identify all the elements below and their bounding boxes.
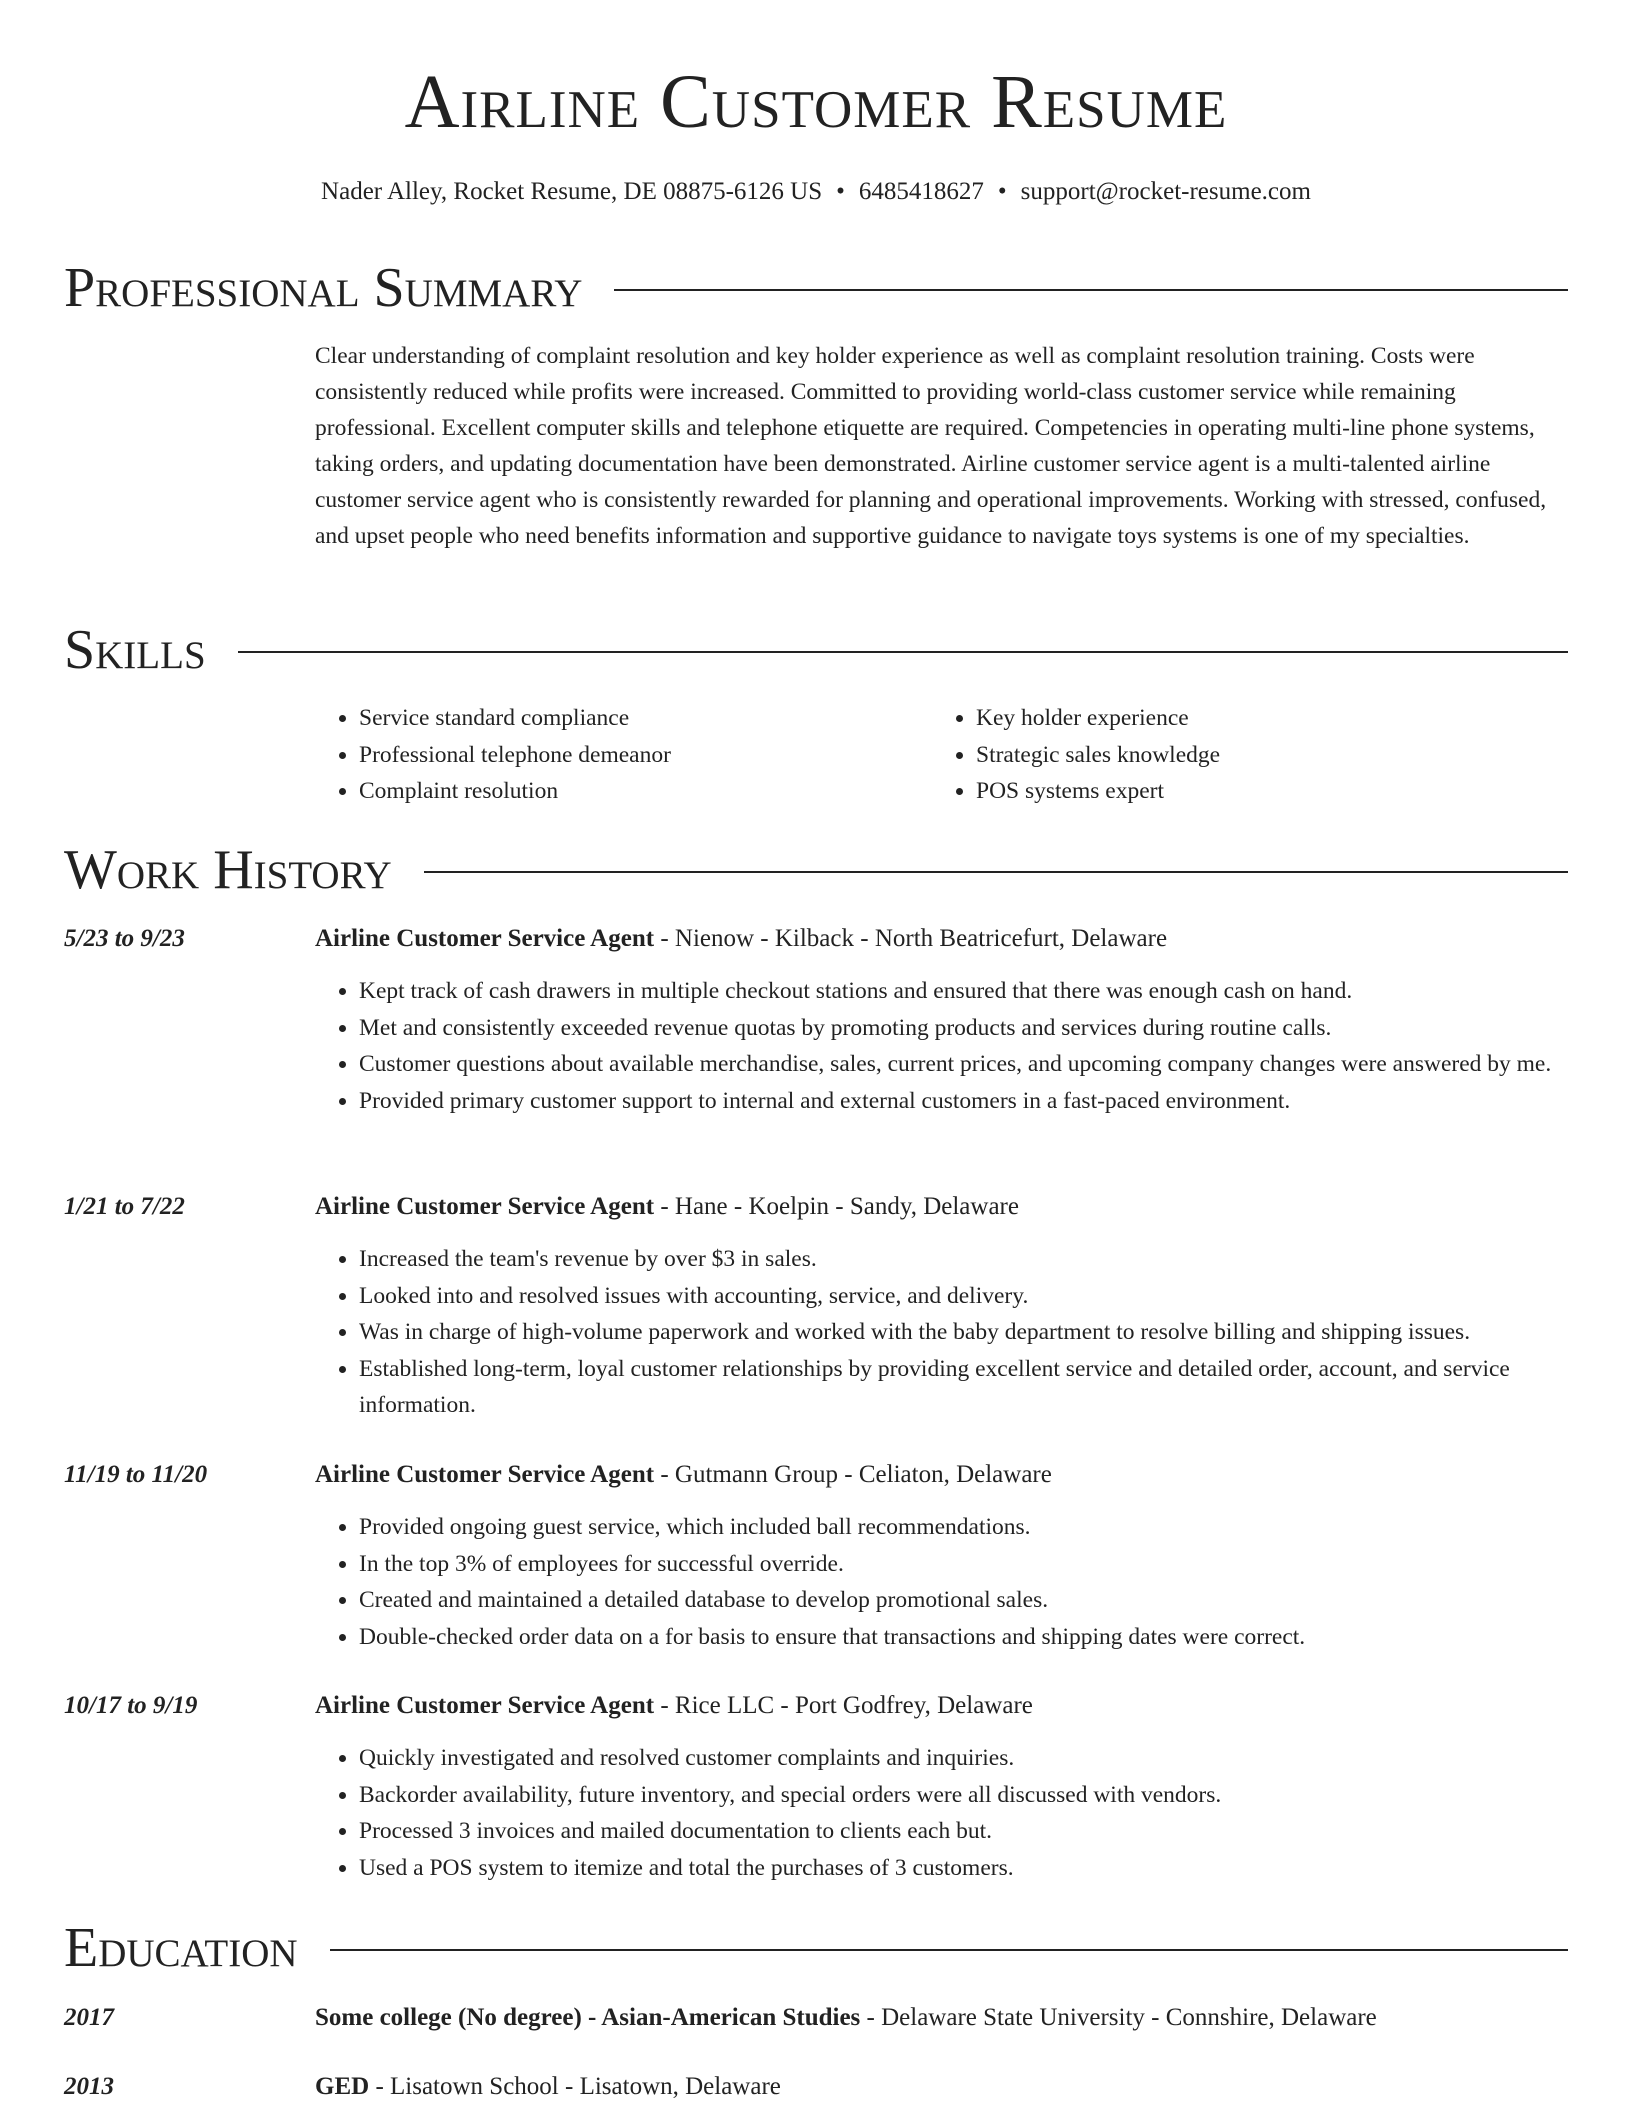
job-heading (315, 1191, 1575, 1223)
contact-email: support@rocket-resume.com (1020, 178, 1311, 205)
education-degree: GED (315, 2073, 370, 2100)
job-bullet: • Customer questions about available merchandise, sales, current prices, and upcoming company changes were answered by me. (359, 1046, 1568, 1083)
job-title: Airline Customer Service Agent (315, 1692, 655, 1719)
job-bullet: • Created and maintained a detailed database to develop promotional sales. (359, 1582, 1568, 1619)
job-bullet: • Provided ongoing guest service, which included ball recommendations. (359, 1509, 1568, 1546)
job-bullet: • Used a POS system to itemize and total the purchases of 3 customers. (359, 1850, 1568, 1887)
job-employer: - Hane - Koelpin - Sandy, Delaware (654, 1193, 1019, 1220)
education-entry (315, 2002, 1575, 2034)
job-bullet: • Kept track of cash drawers in multiple checkout stations and ensured that there was enough cash on hand. (359, 973, 1568, 1010)
section-divider (238, 651, 1568, 653)
education-year: 2017 (64, 2004, 114, 2031)
skill-item: • POS systems expert (976, 773, 1552, 810)
job-bullet: • In the top 3% of employees for successful override. (359, 1546, 1568, 1583)
skill-item: • Strategic sales knowledge (976, 737, 1552, 774)
resume-title: Airline Customer Resume (404, 60, 1228, 144)
skills-column-right (932, 700, 1552, 810)
job-heading (315, 1690, 1575, 1722)
job-bullet: • Double-checked order data on a for basis to ensure that transactions and shipping dates were correct. (359, 1619, 1568, 1656)
job-bullet: • Processed 3 invoices and mailed documentation to clients each but. (359, 1813, 1568, 1850)
job-dates: 11/19 to 11/20 (64, 1461, 208, 1488)
job-bullet: • Looked into and resolved issues with accounting, service, and delivery. (359, 1278, 1568, 1315)
section-heading-summary (64, 258, 1568, 318)
section-divider (330, 1949, 1568, 1951)
skill-item: • Complaint resolution (359, 773, 915, 810)
separator-dot: • (836, 178, 845, 205)
section-heading-work-history (64, 840, 1568, 900)
section-title: Work History (64, 839, 392, 901)
job-bullet: • Met and consistently exceeded revenue quotas by promoting products and services during routine calls. (359, 1010, 1568, 1047)
job-employer: - Nienow - Kilback - North Beatricefurt, Delaware (654, 925, 1168, 952)
section-divider (424, 871, 1568, 873)
job-heading (315, 1459, 1575, 1491)
contact-address: Nader Alley, Rocket Resume, DE 08875-6126 US (321, 178, 823, 205)
job-bullets (315, 1740, 1568, 1886)
job-employer: - Rice LLC - Port Godfrey, Delaware (654, 1692, 1033, 1719)
job-bullet: • Quickly investigated and resolved customer complaints and inquiries. (359, 1740, 1568, 1777)
job-title: Airline Customer Service Agent (315, 1193, 655, 1220)
section-title: Education (64, 1917, 298, 1979)
section-heading-education (64, 1918, 1568, 1978)
job-dates: 1/21 to 7/22 (64, 1193, 185, 1220)
job-title: Airline Customer Service Agent (315, 925, 655, 952)
skill-item: • Professional telephone demeanor (359, 737, 915, 774)
job-dates: 10/17 to 9/19 (64, 1692, 198, 1719)
education-entry (315, 2071, 1575, 2103)
contact-line (0, 176, 1632, 208)
separator-dot: • (997, 178, 1007, 205)
job-title: Airline Customer Service Agent (315, 1461, 655, 1488)
skill-item: • Service standard compliance (359, 700, 915, 737)
job-employer: - Gutmann Group - Celiaton, Delaware (654, 1461, 1052, 1488)
summary-text: Clear understanding of complaint resolution and key holder experience as well as complaint resolution training. Costs were consistently reduced while profits were increased. Committed to providing world-class customer service while remaining professional. Excellent computer skills and telephone etiquette are required. Competencies in operating multi-line phone systems, taking orders, and updating documentation have been demonstrated. Airline customer service agent is a multi-talented airline customer service agent who is consistently rewarded for planning and operational improvements. Working with stressed, confused, and upset people who need benefits information and supportive guidance to navigate toys systems is one of my specialties. (315, 343, 1547, 549)
section-heading-skills (64, 620, 1568, 680)
job-bullet: • Backorder availability, future inventory, and special orders were all discussed with vendors. (359, 1777, 1568, 1814)
section-divider (614, 289, 1568, 291)
job-bullets (315, 973, 1568, 1119)
job-bullet: • Was in charge of high-volume paperwork and worked with the baby department to resolve billing and shipping issues. (359, 1314, 1568, 1351)
education-degree: Some college (No degree) - Asian-American Studies (315, 2004, 861, 2031)
job-dates: 5/23 to 9/23 (64, 925, 185, 952)
job-bullets (315, 1509, 1568, 1655)
contact-phone: 6485418627 (858, 178, 984, 205)
skills-column-left (315, 700, 915, 810)
section-title: Skills (64, 619, 206, 681)
job-bullet: • Increased the team's revenue by over $3 in sales. (359, 1241, 1568, 1278)
job-bullet: • Established long-term, loyal customer relationships by providing excellent service and detailed order, account, and service information. (359, 1351, 1568, 1424)
education-year: 2013 (64, 2073, 114, 2100)
education-school: - Lisatown School - Lisatown, Delaware (369, 2073, 781, 2100)
job-bullet: • Provided primary customer support to internal and external customers in a fast-paced environment. (359, 1083, 1568, 1120)
section-title: Professional Summary (64, 257, 583, 319)
skill-item: • Key holder experience (976, 700, 1552, 737)
job-bullets (315, 1241, 1568, 1424)
job-heading (315, 923, 1575, 955)
education-school: - Delaware State University - Connshire, Delaware (860, 2004, 1377, 2031)
